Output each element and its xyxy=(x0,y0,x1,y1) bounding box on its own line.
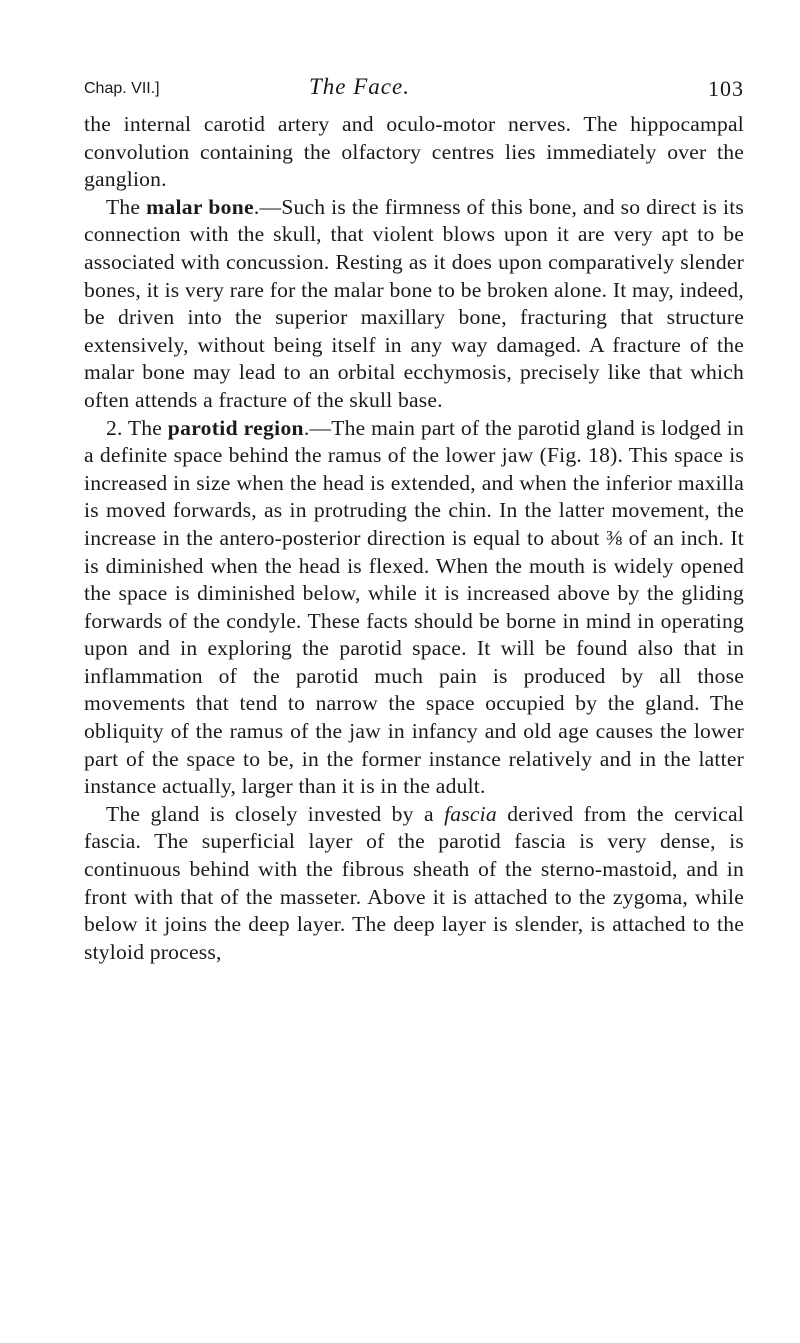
section-heading-parotid-region: parotid region xyxy=(167,415,304,440)
chapter-label: Chap. VII.] xyxy=(84,80,160,97)
paragraph-parotid-fascia xyxy=(84,801,744,967)
paragraph-malar-bone xyxy=(84,194,744,415)
running-head xyxy=(84,74,744,114)
paragraph-lead: The xyxy=(106,194,141,219)
paragraph-text: the internal carotid artery and oculo-motor nerves. The hippocampal convolution containing the olfactory centres lies immediately over the ganglion. xyxy=(84,112,744,192)
page-number: 103 xyxy=(708,76,744,101)
paragraph-lead: The gland is closely invested by a xyxy=(106,801,434,826)
paragraph-text: derived from the cervical fascia. The superficial layer of the parotid fascia is very dense, is continuous behind with the fibrous sheath of the sterno-mastoid, and in front with that of the masseter. Above it is attached to the zygoma, while below it joins the deep layer. The deep layer is slender, is attached to the styloid process, xyxy=(84,801,744,964)
paragraph-text: .—The main part of the parotid gland is lodged in a definite space behind the ramus of the lower jaw (Fig. 18). This space is increased in size when the head is extended, and when the inferior maxilla is moved forwards, as in protruding the chin. In the latter movement, the increase in the antero-posterior direction is equal to about xyxy=(84,415,744,550)
fraction: ⅜ xyxy=(605,525,623,550)
paragraph-text: of an inch. It is diminished when the head is flexed. When the mouth is widely opened the space is diminished below, while it is increased above by the gliding forwards of the condyle. These facts should be borne in mind in operating upon and in exploring the parotid space. It will be found also that in inflammation of the parotid much pain is produced by all those movements that tend to narrow the space occupied by the gland. The obliquity of the ramus of the jaw in infancy and old age causes the lower part of the space to be, in the former instance relatively and in the latter instance actually, larger than it is in the adult. xyxy=(84,525,744,799)
paragraph-text: .—Such is the firmness of this bone, and so direct is its connection with the skull, that violent blows upon it are very apt to be associated with concussion. Resting as it does upon comparatively slender bones, it is very rare for the malar bone to be broken alone. It may, indeed, be driven into the superior maxillary bone, fracturing that structure extensively, without being itself in any way damaged. A fracture of the malar bone may lead to an orbital ecchymosis, precisely like that which often attends a fracture of the skull base. xyxy=(84,194,744,412)
book-page xyxy=(84,74,744,966)
body-text xyxy=(84,111,744,966)
running-title: The Face. xyxy=(309,74,410,99)
italic-term-fascia: fascia xyxy=(444,801,497,826)
paragraph-parotid-region xyxy=(84,415,744,801)
paragraph-continuation xyxy=(84,111,744,194)
paragraph-lead: 2. The xyxy=(106,415,163,440)
section-heading-malar-bone: malar bone xyxy=(146,194,254,219)
